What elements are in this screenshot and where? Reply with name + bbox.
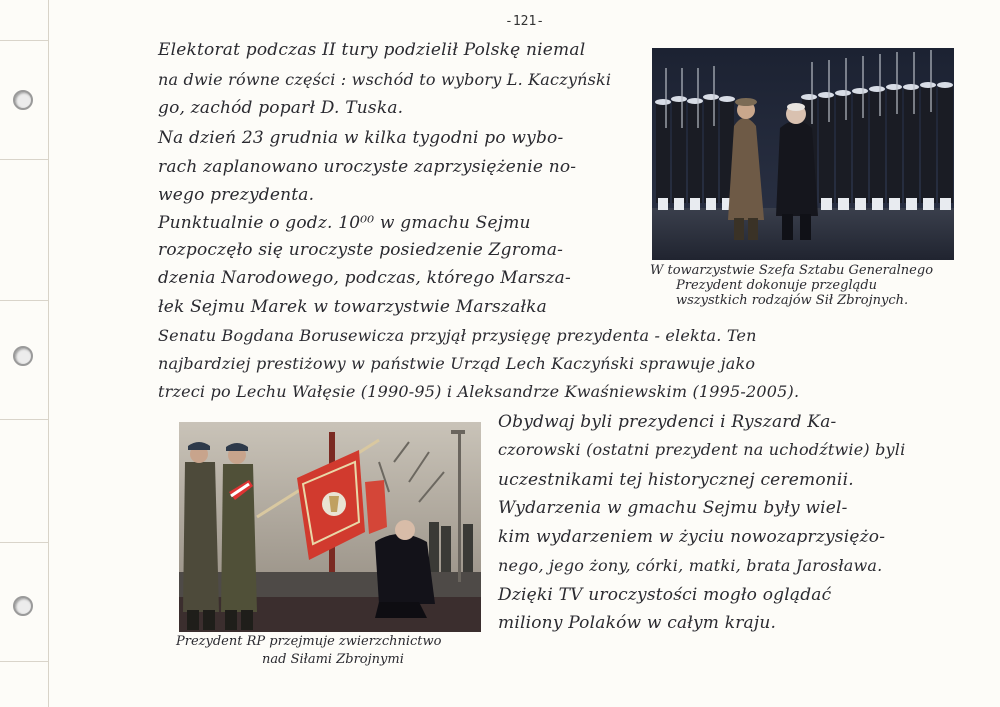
text-line: Wydarzenia w gmachu Sejmu były wiel- <box>498 498 848 518</box>
text-line: trzeci po Lechu Wałęsie (1990-95) i Aleksandrze Kwaśniewskim (1995-2005). <box>158 382 800 401</box>
text-line: Punktualnie o godz. 10⁰⁰ w gmachu Sejmu <box>158 213 531 233</box>
text-line: go, zachód poparł D. Tuska. <box>158 98 404 118</box>
text-line: wego prezydenta. <box>158 185 315 205</box>
text-line: najbardziej prestiżowy w państwie Urząd Lech Kaczyński sprawuje jako <box>158 354 756 373</box>
text-line: rach zaplanowano uroczyste zaprzysiężenie no- <box>158 157 577 177</box>
text-line: uczestnikami tej historycznej ceremonii. <box>498 470 854 490</box>
text-line: dzenia Narodowego, podczas, którego Marsza- <box>158 268 571 288</box>
text-line: kim wydarzeniem w życiu nowozaprzysiężo- <box>498 527 886 547</box>
text-line: na dwie równe części : wschód to wybory L. Kaczyński <box>158 70 612 89</box>
page-number: -121- <box>505 14 545 29</box>
margin-line <box>48 0 49 707</box>
caption-line: wszystkich rodzajów Sił Zbrojnych. <box>676 293 909 308</box>
text-line: nego, jego żony, córki, matki, brata Jarosława. <box>498 556 883 575</box>
photo-guard-review <box>652 48 954 260</box>
text-line: miliony Polaków w całym kraju. <box>498 613 777 633</box>
text-line: Na dzień 23 grudnia w kilka tygodni po wybo- <box>158 128 564 148</box>
caption-line: nad Siłami Zbrojnymi <box>262 652 404 667</box>
text-line: Senatu Bogdana Borusewicza przyjął przysięgę prezydenta - elekta. Ten <box>158 326 757 345</box>
binder-hole-icon <box>13 596 33 616</box>
text-line: czorowski (ostatni prezydent na uchodźtwie) byli <box>498 440 906 459</box>
binder-hole-icon <box>13 90 33 110</box>
text-line: Obydwaj byli prezydenci i Ryszard Ka- <box>498 412 837 432</box>
text-line: rozpoczęło się uroczyste posiedzenie Zgroma- <box>158 240 564 260</box>
text-line: łek Sejmu Marek w towarzystwie Marszałka <box>158 297 547 317</box>
caption-line: Prezydent RP przejmuje zwierzchnictwo <box>176 634 442 649</box>
caption-line: W towarzystwie Szefa Sztabu Generalnego <box>650 263 934 278</box>
text-line: Dzięki TV uroczystości mogło oglądać <box>498 585 832 605</box>
text-line: Elektorat podczas II tury podzielił Polskę niemal <box>158 40 586 60</box>
binder-hole-icon <box>13 346 33 366</box>
photo-flag-ceremony <box>179 422 481 632</box>
caption-line: Prezydent dokonuje przeglądu <box>676 278 878 293</box>
